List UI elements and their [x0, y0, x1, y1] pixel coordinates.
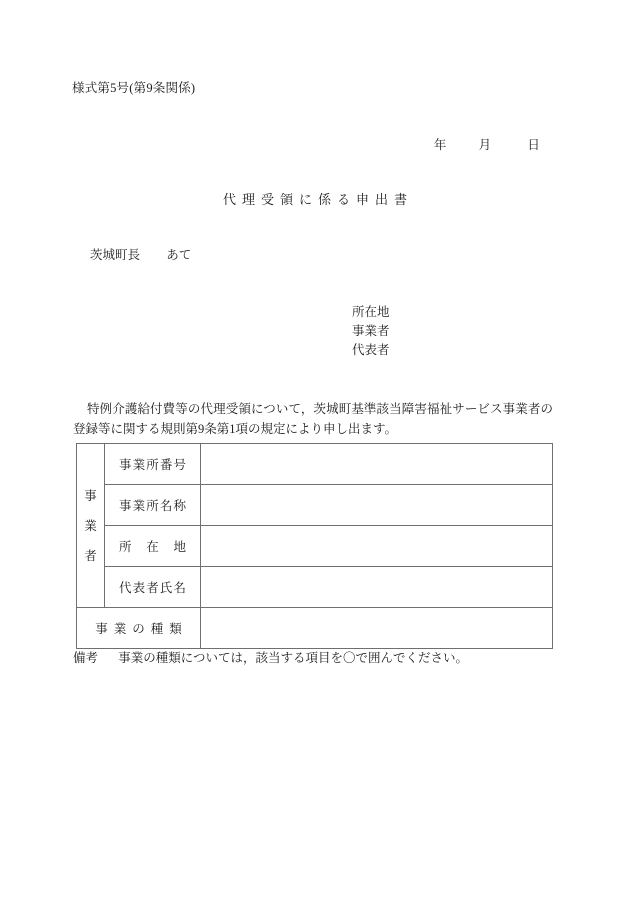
addressee [90, 245, 191, 263]
label-char: 所 [146, 499, 159, 513]
application-table [76, 443, 553, 649]
body-paragraph: 特例介護給付費等の代理受領について，茨城町基準該当障害福祉サービス事業者の登録等に関する規則第9条第1項の規定により申し出ます。 [73, 402, 553, 436]
input-representative-name[interactable] [201, 567, 553, 608]
table-row [77, 567, 553, 608]
label-char: 名 [159, 499, 173, 513]
label-char: 所 [146, 458, 159, 472]
remarks-prefix: 備考 [73, 651, 99, 665]
table-row [77, 485, 553, 526]
applicant-address-label: 所在地 [352, 305, 390, 319]
remarks-line [73, 648, 468, 666]
group-label-char-1: 事 [84, 488, 97, 503]
date-year-label: 年 [433, 138, 447, 152]
row-label-location [105, 526, 201, 567]
label-char: 者 [146, 581, 159, 595]
date-month-label: 月 [478, 138, 492, 152]
addressee-suffix: あて [166, 248, 192, 262]
label-char: 事 [119, 458, 132, 472]
date-line [0, 135, 560, 153]
table-group-label-business [77, 444, 105, 608]
table-row [77, 526, 553, 567]
input-office-name[interactable] [201, 485, 553, 526]
label-char: 地 [173, 540, 186, 554]
label-char: 氏 [159, 581, 173, 595]
applicant-representative-label: 代表者 [352, 343, 390, 357]
remarks-text: 事業の種類については，該当する項目を〇で囲んでください。 [118, 651, 469, 665]
applicant-block [352, 303, 390, 360]
date-day-label: 日 [527, 138, 540, 152]
label-char: 在 [146, 540, 159, 554]
label-char: 所 [119, 540, 132, 554]
input-business-type[interactable] [201, 608, 553, 649]
page-title: 代理受領に係る申出書 [222, 192, 413, 207]
input-office-number[interactable] [201, 444, 553, 485]
row-label-business-type: 事業の種類 [77, 608, 201, 649]
form-number: 様式第5号(第9条関係) [72, 81, 196, 95]
label-char: 名 [173, 581, 186, 595]
group-label-char-2: 業 [84, 518, 97, 533]
addressee-recipient: 茨城町長 [90, 248, 141, 262]
table-row [77, 608, 553, 649]
table-row [77, 444, 553, 485]
label-char: 称 [173, 499, 186, 513]
input-location[interactable] [201, 526, 553, 567]
label-char: 表 [132, 581, 146, 595]
row-label-office-name [105, 485, 201, 526]
group-label-char-3: 者 [84, 548, 97, 563]
label-char: 業 [132, 499, 146, 513]
row-label-representative-name [105, 567, 201, 608]
label-char: 番 [159, 458, 173, 472]
label-char: 代 [119, 581, 132, 595]
row-label-office-number [105, 444, 201, 485]
label-char: 事 [119, 499, 132, 513]
label-char: 号 [173, 458, 186, 472]
applicant-business-label: 事業者 [352, 324, 390, 338]
label-char: 業 [132, 458, 146, 472]
